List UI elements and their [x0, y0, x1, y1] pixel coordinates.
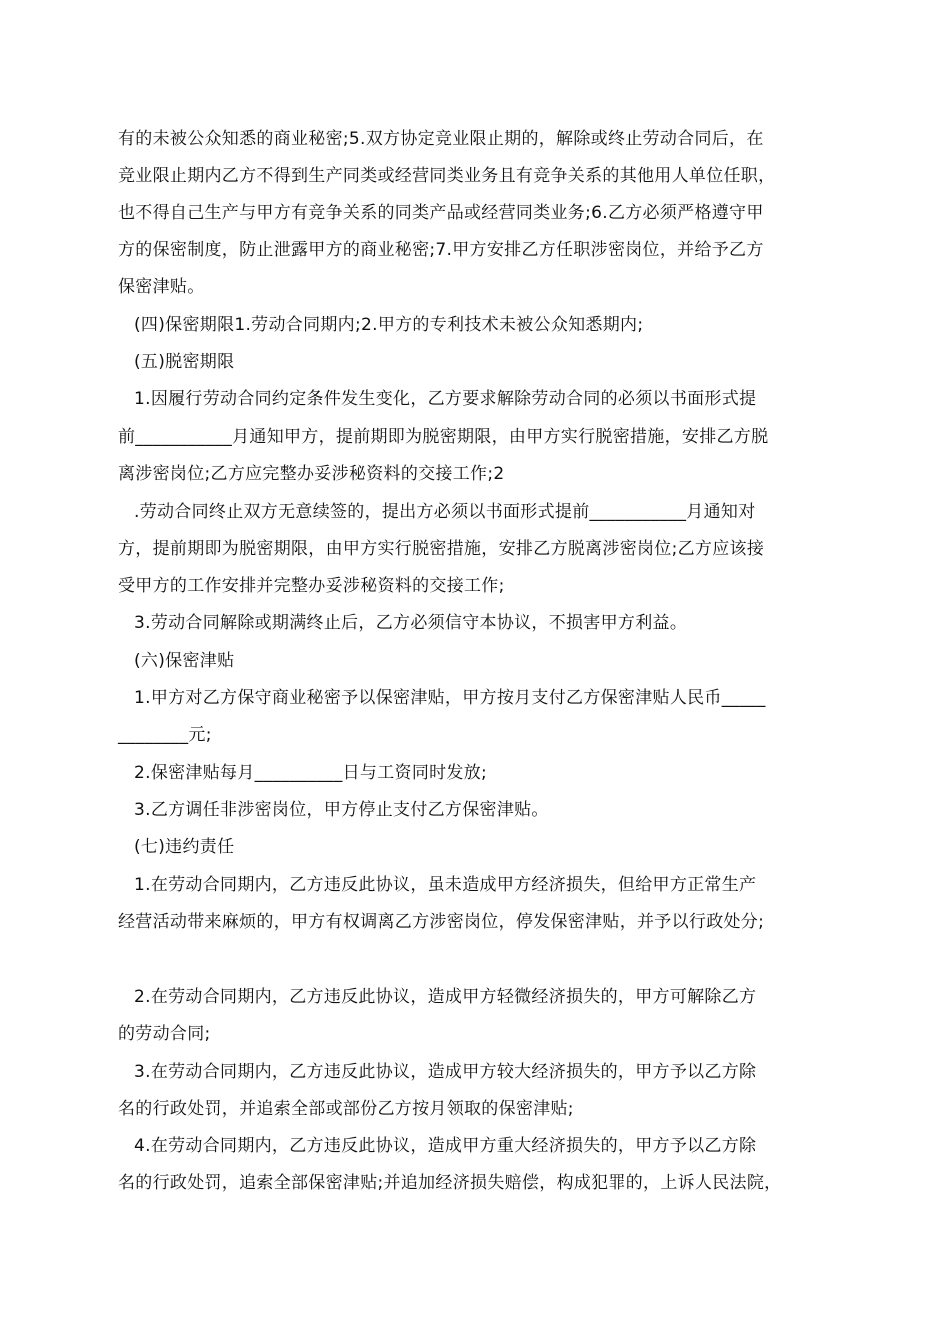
section-heading: (七)违约责任	[134, 837, 235, 857]
paragraph-line: 2.在劳动合同期内，乙方违反此协议，造成甲方轻微经济损失的，甲方可解除乙方	[134, 987, 757, 1007]
paragraph-line: 1.因履行劳动合同约定条件发生变化，乙方要求解除劳动合同的必须以书面形式提	[134, 389, 757, 409]
paragraph-line: 2.保密津贴每月__________日与工资同时发放;	[134, 763, 488, 783]
paragraph-line: 受甲方的工作安排并完整办妥涉秘资料的交接工作;	[118, 576, 505, 596]
paragraph-line: 1.甲方对乙方保守商业秘密予以保密津贴，甲方按月支付乙方保密津贴人民币_____	[134, 688, 766, 708]
paragraph-line: 离涉密岗位;乙方应完整办妥涉秘资料的交接工作;2	[118, 464, 505, 484]
paragraph-line: 名的行政处罚，追索全部保密津贴;并追加经济损失赔偿，构成犯罪的，上诉人民法院，	[118, 1173, 782, 1193]
paragraph-line: 4.在劳动合同期内，乙方违反此协议，造成甲方重大经济损失的，甲方予以乙方除	[134, 1136, 757, 1156]
paragraph-line: 竞业限止期内乙方不得到生产同类或经营同类业务且有竞争关系的其他用人单位任职，	[118, 166, 776, 186]
paragraph-line: 方，提前期即为脱密期限，由甲方实行脱密措施，安排乙方脱离涉密岗位;乙方应该接	[118, 539, 765, 559]
section-heading: (六)保密津贴	[134, 651, 235, 671]
section-heading: (四)保密期限1.劳动合同期内;2.甲方的专利技术未被公众知悉期内;	[134, 315, 644, 335]
paragraph-line: 保密津贴。	[118, 277, 205, 297]
paragraph-line: 也不得自己生产与甲方有竞争关系的同类产品或经营同类业务;6.乙方必须严格遵守甲	[118, 203, 764, 223]
paragraph-line: 方的保密制度，防止泄露甲方的商业秘密;7.甲方安排乙方任职涉密岗位，并给予乙方	[118, 240, 764, 260]
paragraph-line: 3.劳动合同解除或期满终止后，乙方必须信守本协议，不损害甲方利益。	[134, 613, 688, 633]
paragraph-line: ________元;	[118, 725, 212, 745]
paragraph-line: 1.在劳动合同期内，乙方违反此协议，虽未造成甲方经济损失，但给甲方正常生产	[134, 875, 757, 895]
paragraph-line: 3.乙方调任非涉密岗位，甲方停止支付乙方保密津贴。	[134, 800, 549, 820]
paragraph-line: 前___________月通知甲方，提前期即为脱密期限，由甲方实行脱密措施，安排乙方脱	[118, 427, 769, 447]
paragraph-line: 名的行政处罚，并追索全部或部份乙方按月领取的保密津贴;	[118, 1099, 574, 1119]
paragraph-line: .劳动合同终止双方无意续签的，提出方必须以书面形式提前___________月通知对	[134, 502, 756, 522]
paragraph-line: 的劳动合同;	[118, 1024, 211, 1044]
paragraph-line: 经营活动带来麻烦的，甲方有权调离乙方涉密岗位，停发保密津贴，并予以行政处分;	[118, 912, 765, 932]
paragraph-line: 3.在劳动合同期内，乙方违反此协议，造成甲方较大经济损失的，甲方予以乙方除	[134, 1062, 757, 1082]
paragraph-line: 有的未被公众知悉的商业秘密;5.双方协定竞业限止期的，解除或终止劳动合同后，在	[118, 129, 764, 149]
section-heading: (五)脱密期限	[134, 352, 235, 372]
